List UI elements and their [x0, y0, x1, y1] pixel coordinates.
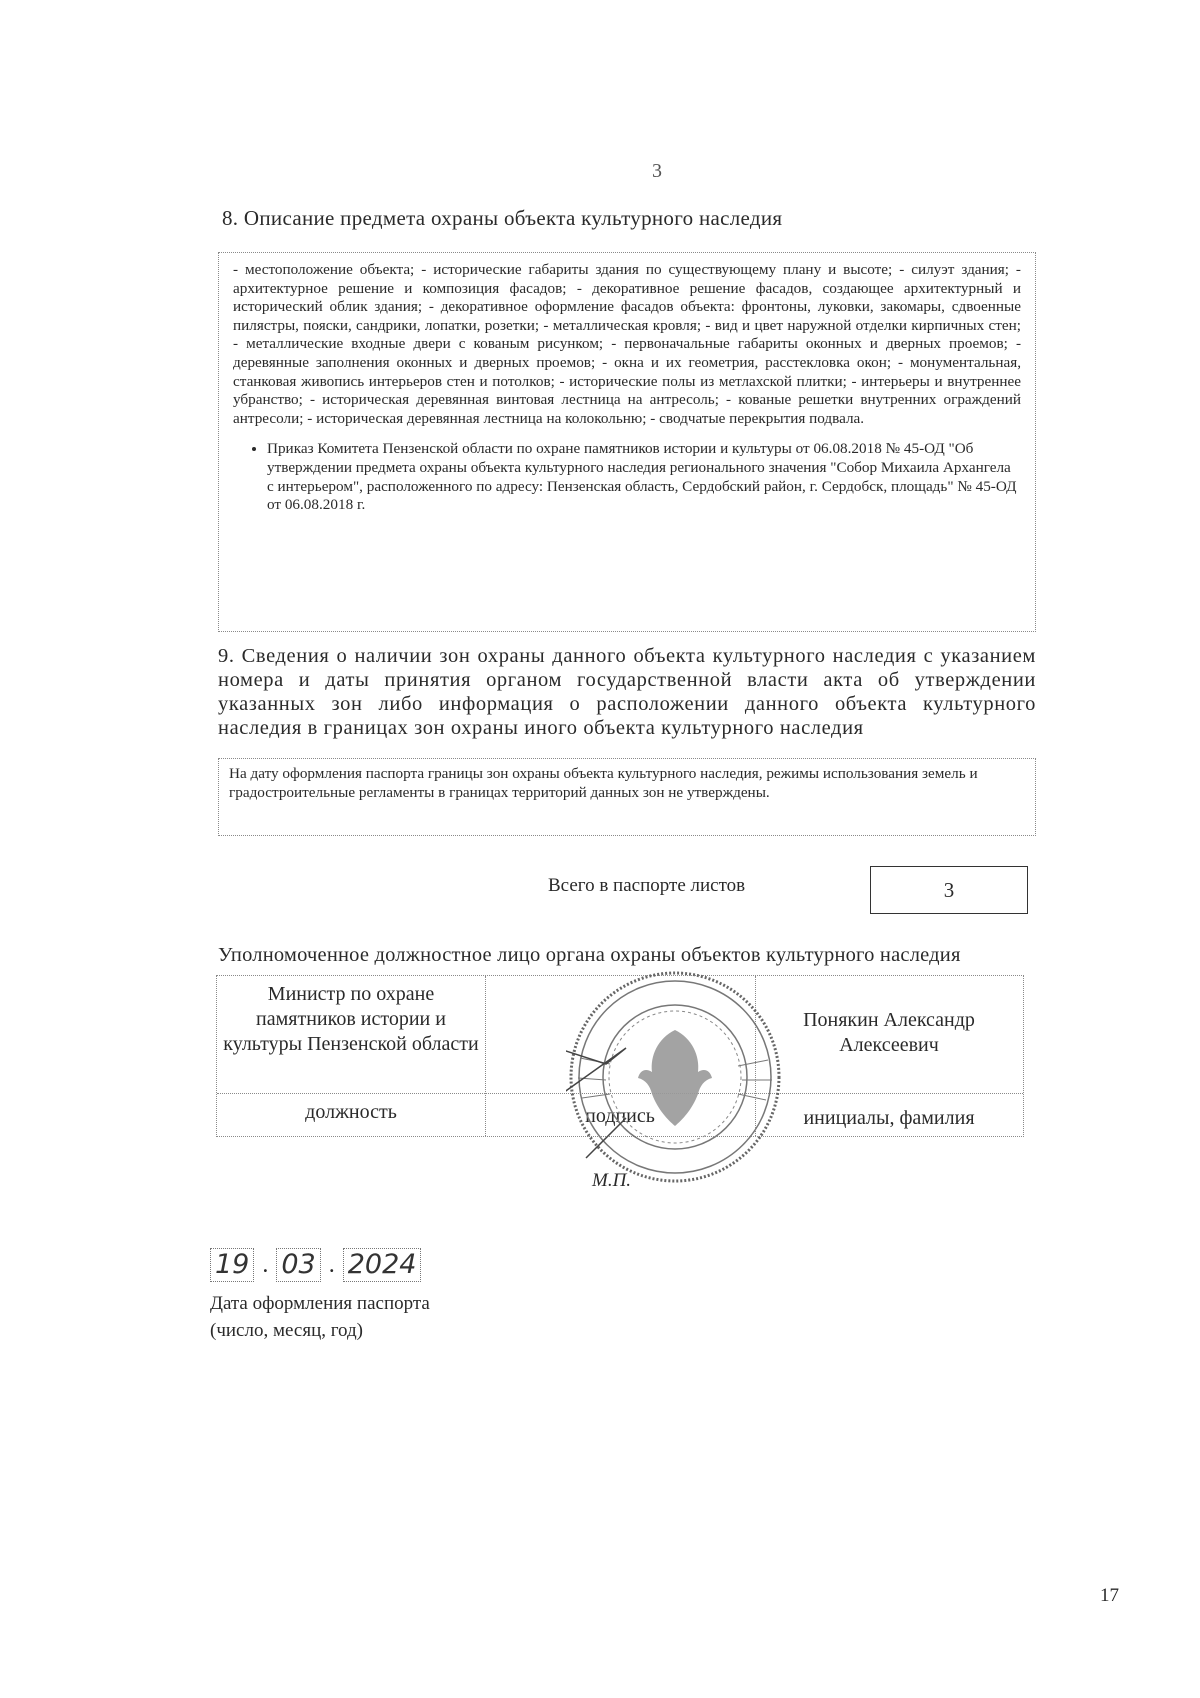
protection-subject-description: - местоположение объекта; - исторические габариты здания по существующему плану и высоте; - силуэт здания; - архитектурное решение и композиция фасадов; - декоративное решение фасадов, создающее архитектурный и исторический облик здания; - декоративное оформление фасадов объекта: фронтоны, луковки, закомары, сдвоенные пилястры, пояски, сандрики, лопатки, розетки; - металлическая кровля; - вид и цвет наружной отделки кирпичных стен; - металлические входные двери с кованым рисунком; - первоначальные габариты оконных и дверных проемов; - деревянные заполнения оконных и дверных проемов; - окна и их геометрия, расстекловка окон; - монументальная, станковая живопись интерьеров стен и потолков; - исторические полы из метлахской плитки; - интерьеры и внутреннее убранство; - историческая деревянная винтовая лестница на антресоль; - кованые решетки внутренних ограждений антресоли; - историческая деревянная лестница на колокольню; - сводчатые перекрытия подвала.	[233, 261, 1021, 427]
document-list	[233, 440, 1021, 514]
date-day: 19	[210, 1248, 254, 1282]
name-caption: инициалы, фамилия	[803, 1107, 975, 1129]
date-month: 03	[276, 1248, 320, 1282]
official-heading: Уполномоченное должностное лицо органа охраны объектов культурного наследия	[218, 944, 961, 966]
date-caption	[210, 1290, 430, 1344]
document-reference: • Приказ Комитета Пензенской области по охране памятников истории и культуры от 06.08.2018 № 45-ОД "Об утверждении предмета охраны объекта культурного наследия регионального значения "Собор Михаила Архангела с интерьером", расположенного по адресу: Пензенская область, Сердобский район, г. Сердобск, площадь" № 45-ОД от 06.08.2018 г.	[267, 440, 1021, 514]
date-year: 2024	[343, 1248, 422, 1282]
stamp-place-label: М.П.	[592, 1170, 632, 1191]
date-separator: .	[262, 1251, 269, 1278]
official-seal	[566, 968, 784, 1186]
position-caption: должность	[305, 1101, 397, 1123]
passport-date	[210, 1248, 421, 1282]
total-sheets-label: Всего в паспорте листов	[548, 875, 746, 896]
protection-subject-box	[218, 252, 1036, 632]
official-name: Понякин Александр Алексеевич	[803, 1009, 975, 1056]
total-sheets-value: 3	[870, 866, 1028, 914]
official-position: Министр по охране памятников истории и культуры Пензенской области	[223, 983, 479, 1055]
protection-zones-note: На дату оформления паспорта границы зон охраны объекта культурного наследия, режимы использования земель и градостроительные регламенты в границах территорий данных зон не утверждены.	[229, 765, 978, 801]
section-8-heading: 8. Описание предмета охраны объекта культурного наследия	[222, 206, 783, 230]
date-caption-line-2: (число, месяц, год)	[210, 1320, 364, 1341]
section-9-heading: 9. Сведения о наличии зон охраны данного объекта культурного наследия с указанием номера и даты принятия органом государственной власти акта об утверждении указанных зон либо информация о расположении данного объекта культурного наследия в границах зон охраны иного объекта культурного наследия	[218, 645, 1036, 739]
protection-zones-box	[218, 758, 1036, 836]
signature-caption: подпись	[585, 1105, 655, 1127]
date-caption-line-1: Дата оформления паспорта	[210, 1293, 430, 1314]
page-number-top: 3	[652, 160, 662, 182]
date-separator: .	[328, 1251, 335, 1278]
page-number-bottom: 17	[1100, 1585, 1119, 1606]
